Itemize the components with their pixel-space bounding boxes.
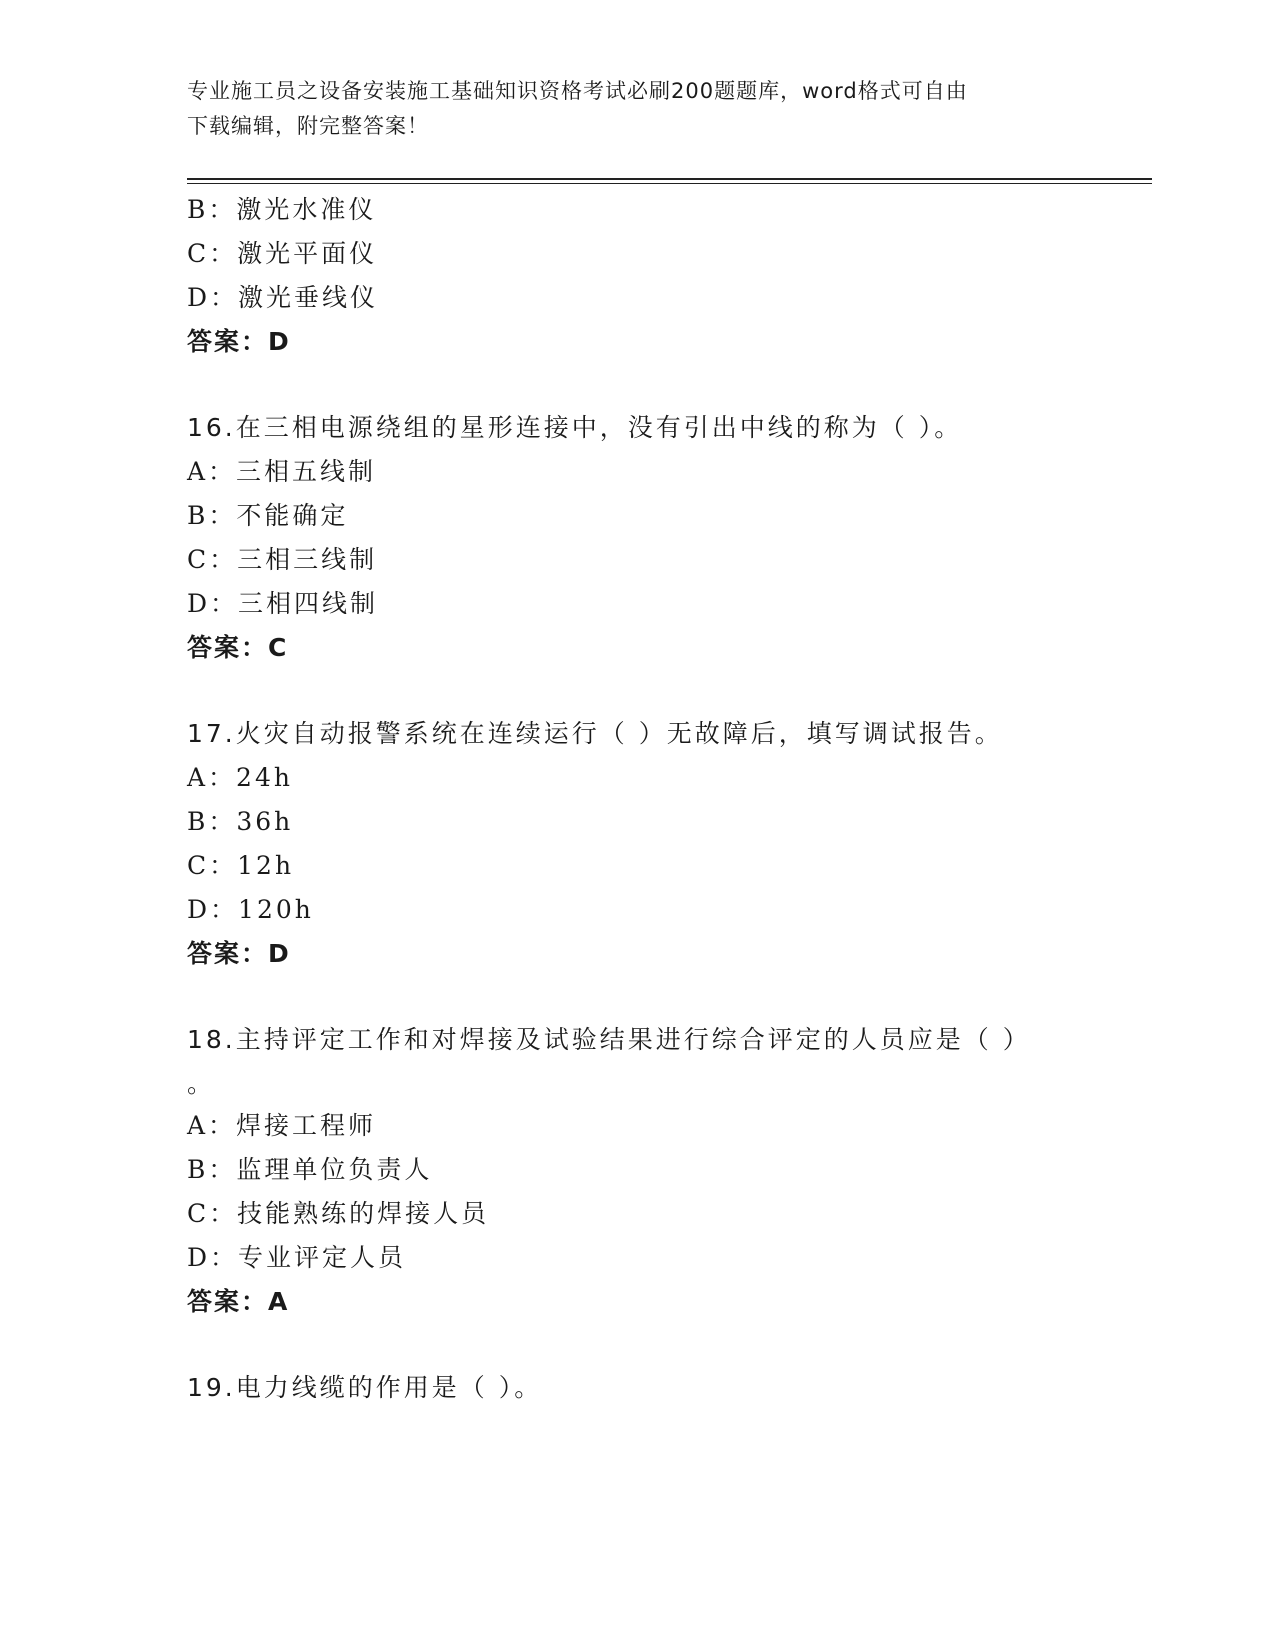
q18-option-a: A：焊接工程师 — [187, 1111, 377, 1140]
header-rule-thick — [187, 178, 1152, 180]
q18-option-c: C：技能熟练的焊接人员 — [187, 1199, 490, 1228]
header-rule-thin — [187, 183, 1152, 184]
header-title-line1: 专业施工员之设备安装施工基础知识资格考试必刷200题题库，word格式可自由 — [187, 79, 968, 103]
q17-option-b: B：36h — [187, 807, 294, 836]
q16-option-d: D：三相四线制 — [187, 589, 379, 618]
q18-option-d: D：专业评定人员 — [187, 1243, 407, 1272]
q18-answer: 答案：A — [187, 1287, 290, 1316]
q16-option-a: A：三相五线制 — [187, 457, 377, 486]
q15-option-c: C：激光平面仪 — [187, 239, 378, 268]
q17-option-c: C：12h — [187, 851, 295, 880]
q18-question-line2: 。 — [187, 1069, 216, 1098]
q15-answer: 答案：D — [187, 327, 291, 356]
q17-option-d: D：120h — [187, 895, 314, 924]
q18-option-b: B：监理单位负责人 — [187, 1155, 433, 1184]
q15-option-b: B：激光水准仪 — [187, 195, 377, 224]
q16-option-b: B：不能确定 — [187, 501, 349, 530]
header-title-line2: 下载编辑，附完整答案！ — [187, 114, 429, 138]
q16-option-c: C：三相三线制 — [187, 545, 378, 574]
q15-option-d: D：激光垂线仪 — [187, 283, 379, 312]
q17-answer: 答案：D — [187, 939, 291, 968]
q18-question-line1: 18.主持评定工作和对焊接及试验结果进行综合评定的人员应是（ ） — [187, 1025, 1031, 1054]
q17-question: 17.火灾自动报警系统在连续运行（ ）无故障后，填写调试报告。 — [187, 719, 1003, 748]
document-header — [187, 74, 1067, 144]
q17-option-a: A：24h — [187, 763, 293, 792]
q19-question: 19.电力线缆的作用是（ ）。 — [187, 1373, 543, 1402]
q16-question: 16.在三相电源绕组的星形连接中，没有引出中线的称为（ ）。 — [187, 413, 963, 442]
q16-answer: 答案：C — [187, 633, 289, 662]
